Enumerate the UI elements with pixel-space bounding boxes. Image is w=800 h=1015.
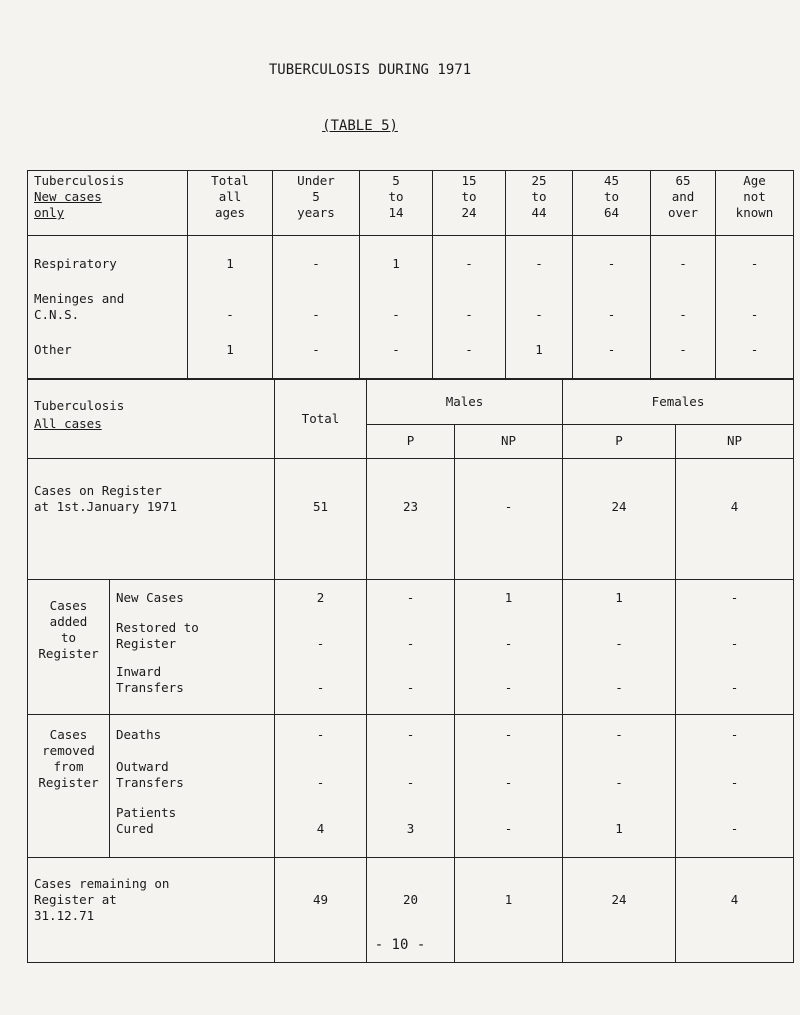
cases-removed-row xyxy=(28,715,794,858)
value-column: - - - xyxy=(573,236,651,379)
table-cell: 20 xyxy=(367,858,455,963)
value-column: - - 4 xyxy=(275,715,367,858)
page-number: - 10 - xyxy=(374,937,426,953)
table-cell: - xyxy=(455,459,563,580)
table-cell: 4 xyxy=(676,459,794,580)
table-cell: 24 xyxy=(563,858,676,963)
females-np-header: NP xyxy=(676,424,794,458)
value-column: - - - xyxy=(433,236,506,379)
all-cases-label-line: All cases xyxy=(34,416,102,431)
cases-added-labels: New Cases Restored to Register Inward Transfers xyxy=(110,580,275,715)
row-label: Meninges and xyxy=(34,291,125,306)
row-label: Other xyxy=(34,342,72,357)
table-cell: 1 xyxy=(455,858,563,963)
value-column: 1 - - xyxy=(360,236,433,379)
value-column: - - - xyxy=(273,236,360,379)
value-column: 1 - - xyxy=(563,580,676,715)
age-column-header: Under 5 years xyxy=(273,171,360,236)
value-column: 1 - 1 xyxy=(188,236,273,379)
cases-added-row xyxy=(28,580,794,715)
register-start-label: Cases on Register at 1st.January 1971 xyxy=(28,459,275,580)
value-column: - - 1 xyxy=(506,236,573,379)
table-caption: (TABLE 5) xyxy=(322,118,398,134)
cases-removed-labels: Deaths Outward Transfers Patients Cured xyxy=(110,715,275,858)
row-label: Respiratory xyxy=(34,256,117,271)
age-column-header: 15 to 24 xyxy=(433,171,506,236)
cases-added-group: Cases added to Register xyxy=(28,580,110,715)
age-column-header: Age not known xyxy=(716,171,794,236)
all-cases-label-cell xyxy=(28,380,275,459)
header-label-line: New cases xyxy=(34,189,102,204)
males-np-header: NP xyxy=(455,424,563,458)
header-label-line: Tuberculosis xyxy=(34,173,125,188)
total-header: Total xyxy=(275,380,367,459)
all-cases-header-row xyxy=(28,380,794,425)
row-labels-cell xyxy=(28,236,188,379)
males-header: Males xyxy=(367,380,563,425)
value-column: - - - xyxy=(676,715,794,858)
table-cell: 24 xyxy=(563,459,676,580)
register-start-row xyxy=(28,459,794,580)
value-column: - - - xyxy=(676,580,794,715)
cases-remaining-label: Cases remaining on Register at 31.12.71 xyxy=(28,858,275,963)
all-cases-table xyxy=(27,379,794,963)
value-column: - - 1 xyxy=(563,715,676,858)
value-column: 1 - - xyxy=(455,580,563,715)
age-column-header: 5 to 14 xyxy=(360,171,433,236)
table-cell: 23 xyxy=(367,459,455,580)
females-header: Females xyxy=(563,380,794,425)
new-cases-header-row xyxy=(28,171,794,236)
cases-removed-group: Cases removed from Register xyxy=(28,715,110,858)
header-label-cell xyxy=(28,171,188,236)
value-column: - - 3 xyxy=(367,715,455,858)
value-column: - - - xyxy=(651,236,716,379)
age-column-header: 45 to 64 xyxy=(573,171,651,236)
value-column: 2 - - xyxy=(275,580,367,715)
females-p-header: P xyxy=(563,424,676,458)
value-column: - - - xyxy=(455,715,563,858)
males-p-header: P xyxy=(367,424,455,458)
header-label-line: only xyxy=(34,205,65,220)
age-column-header: 65 and over xyxy=(651,171,716,236)
table-cell: 4 xyxy=(676,858,794,963)
new-cases-body-row xyxy=(28,236,794,379)
table-cell: 51 xyxy=(275,459,367,580)
new-cases-table xyxy=(27,170,794,379)
table-cell: 49 xyxy=(275,858,367,963)
all-cases-label-line: Tuberculosis xyxy=(34,398,125,413)
value-column: - - - xyxy=(716,236,794,379)
page-title: TUBERCULOSIS DURING 1971 xyxy=(268,62,472,78)
age-column-header: 25 to 44 xyxy=(506,171,573,236)
row-label: C.N.S. xyxy=(34,307,80,322)
value-column: - - - xyxy=(367,580,455,715)
age-column-header: Total all ages xyxy=(188,171,273,236)
